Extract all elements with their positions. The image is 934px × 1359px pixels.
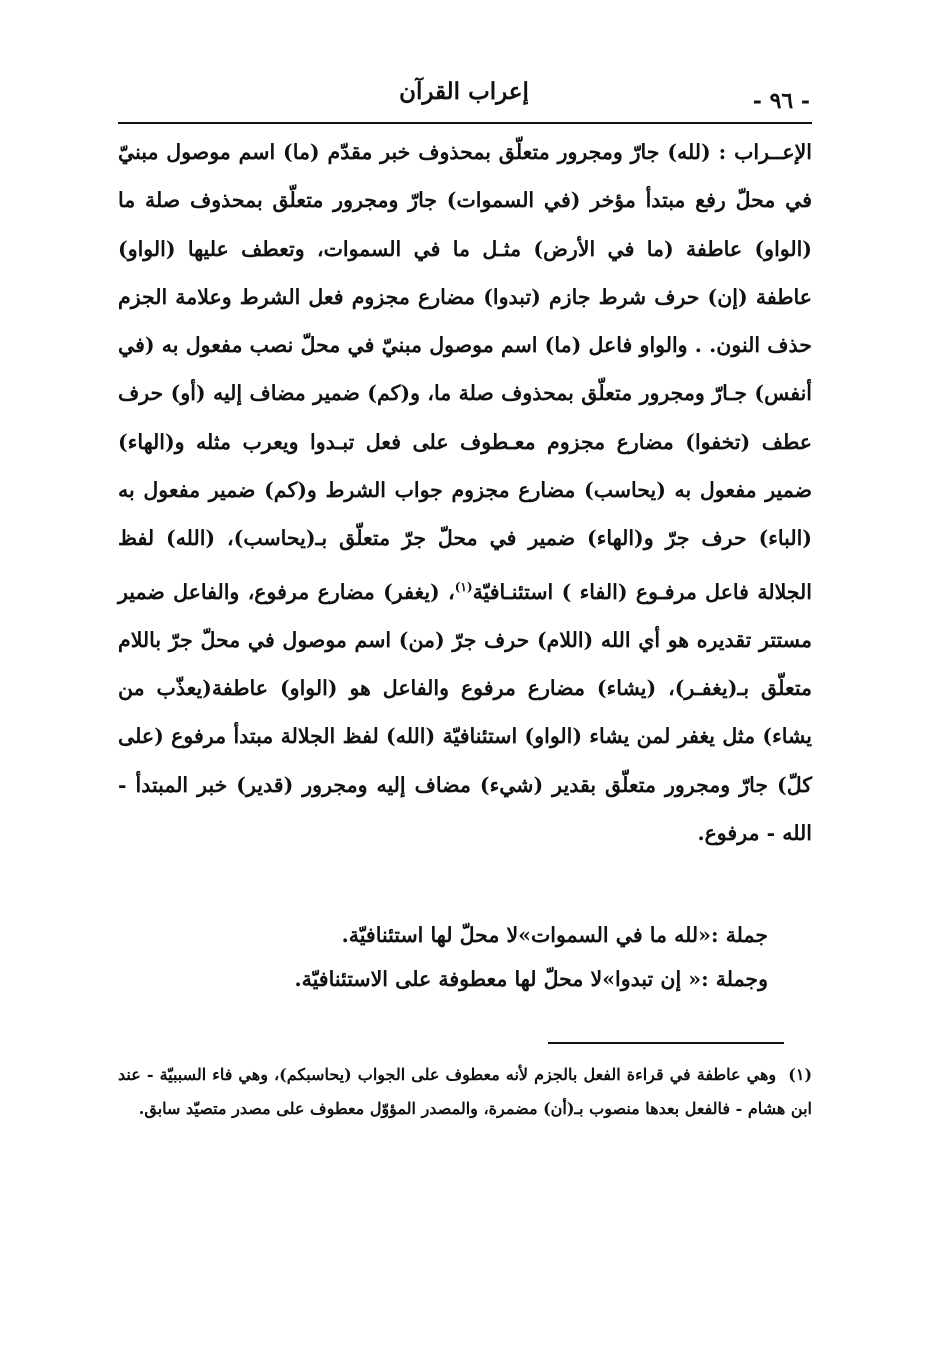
footnote-text: وهي عاطفة في قراءة الفعل بالجزم لأنه معطوف على الجواب (يحاسبكم)، وهي فاء السببيّة - عند ابن هشام - فالفعل بعدها منصوب بـ(أن) مضمرة، والمصدر المؤوّل معطوف على مصدر متصيّد سابق. [118, 1065, 812, 1118]
running-title: إعراب القرآن [399, 78, 529, 105]
irab-text: (لله) جارّ ومجرور متعلّق بمحذوف خبر مقدّم (ما) اسم موصول مبنيّ في محلّ رفع مبتدأ مؤخر (في السموات) جارّ ومجرور متعلّق بمحذوف صلة ما (الواو) عاطفة (ما في الأرض) مثـل ما في السموات، وتعطف عليها (الواو) عاطفة (إن) حرف شرط جازم (تبدوا) مضارع مجزوم فعل الشرط وعلامة الجزم حذف النون. . والواو فاعل (ما) اسم موصول مبنيّ في محلّ نصب مفعول به (في أنفس) جـارّ ومجرور متعلّق بمحذوف صلة ما، و(كم) ضمير مضاف إليه (أو) حرف عطف (تخفوا) مضارع مجزوم معـطوف على فعل تبـدوا ويعرب مثله و(الهاء) ضمير مفعول به (يحاسب) مضارع مجزوم جواب الشرط و(كم) ضمير مفعول به (الباء) حرف جرّ و(الهاء) ضمير في محلّ جرّ متعلّق بـ(يحاسب)، (الله) لفظ الجلالة فاعل مرفـوع (الفاء ) استئنـافيّة [118, 140, 812, 604]
footnote-reference: (١) [454, 579, 473, 594]
irab-text-continued: ، (يغفر) مضارع مرفوع، والفاعل ضمير مستتر تقديره هو أي الله (اللام) حرف جرّ (من) اسم موصول في محلّ جرّ باللام متعلّق بـ(يغفـر)، (يشاء) مضارع مرفوع والفاعل هو (الواو) عاطفة(يعذّب من يشاء) مثل يغفر لمن يشاء (الواو) استئنافيّة (الله) لفظ الجلالة مبتدأ مرفوع (على كلّ) جارّ ومجرور متعلّق بقدير (شيء) مضاف إليه ومجرور (قدير) خبر المبتدأ - الله - مرفوع. [118, 579, 812, 845]
sentence-2: وجملة :« إن تبدوا»لا محلّ لها معطوفة على الاستئنافيّة. [294, 967, 768, 991]
irab-label: الإعــراب : [718, 140, 813, 164]
footnote [118, 1058, 812, 1126]
page-header [118, 70, 810, 120]
footnote-marker: (١) [788, 1065, 813, 1084]
footnote-rule [548, 1042, 784, 1044]
page-number: - ٩٦ - [752, 88, 810, 114]
sentence-list [118, 913, 768, 1001]
sentence-1: جملة :«لله ما في السموات»لا محلّ لها استئنافيّة. [341, 923, 768, 947]
header-rule [118, 122, 812, 124]
irab-paragraph [118, 128, 812, 857]
